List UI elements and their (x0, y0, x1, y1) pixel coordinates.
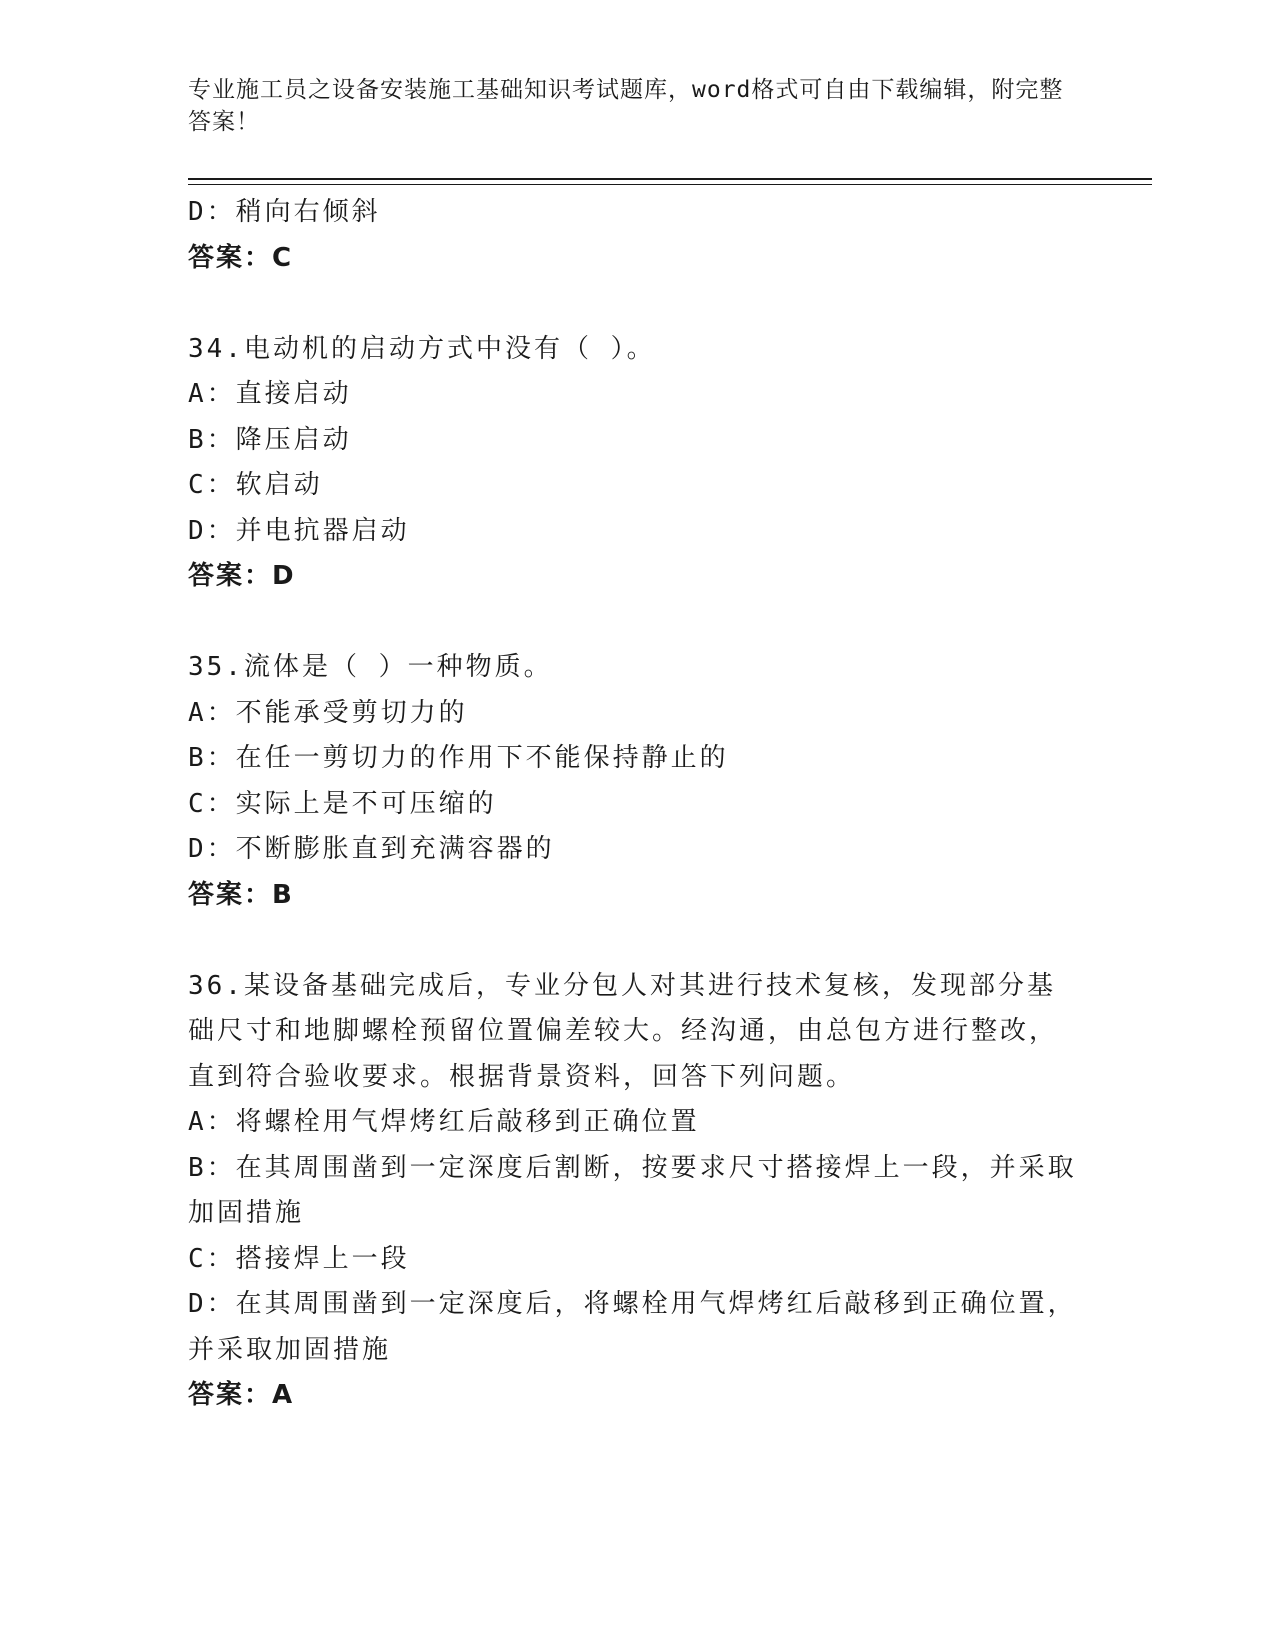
option-b: B：在任一剪切力的作用下不能保持静止的 (188, 743, 729, 773)
option-d: D：并电抗器启动 (188, 515, 410, 546)
option-a: A：不能承受剪切力的 (188, 697, 468, 728)
question-text: 34.电动机的启动方式中没有（ ）。 (188, 333, 656, 364)
spacer (188, 281, 1078, 327)
header-divider-thin (188, 184, 1152, 185)
option-d: D：不断膨胀直到充满容器的 (188, 834, 555, 864)
option-c: C：软启动 (188, 470, 323, 500)
question-text: 36.某设备基础完成后，专业分包人对其进行技术复核，发现部分基础尺寸和地脚螺栓预留位置偏差较大。经沟通，由总包方进行整改，直到符合验收要求。根据背景资料，回答下列问题。 (188, 970, 1059, 1092)
option-d: D：稍向右倾斜 (188, 197, 381, 227)
option-c: C：实际上是不可压缩的 (188, 788, 497, 819)
question-block-35 (188, 645, 1078, 918)
question-block-34 (188, 327, 1078, 600)
spacer (188, 600, 1078, 646)
option-a: A：直接启动 (188, 379, 352, 409)
answer-line: 答案：C (188, 242, 294, 273)
question-block-33 (188, 190, 1078, 281)
option-b: B：降压启动 (188, 424, 352, 455)
document-header: 专业施工员之设备安装施工基础知识考试题库，word格式可自由下载编辑，附完整答案！ (188, 77, 1064, 135)
option-d: D：在其周围凿到一定深度后，将螺栓用气焊烤红后敲移到正确位置，并采取加固措施 (188, 1289, 1077, 1365)
question-content (188, 190, 1078, 1419)
header-divider-thick (188, 178, 1152, 180)
answer-line: 答案：B (188, 879, 294, 910)
option-a: A：将螺栓用气焊烤红后敲移到正确位置 (188, 1107, 700, 1137)
question-text: 35.流体是（ ）一种物质。 (188, 652, 553, 682)
option-b: B：在其周围凿到一定深度后割断，按要求尺寸搭接焊上一段，并采取加固措施 (188, 1152, 1077, 1228)
question-block-36 (188, 964, 1078, 1419)
spacer (188, 918, 1078, 964)
answer-line: 答案：A (188, 1380, 295, 1410)
option-c: C：搭接焊上一段 (188, 1243, 410, 1274)
answer-line: 答案：D (188, 561, 296, 591)
